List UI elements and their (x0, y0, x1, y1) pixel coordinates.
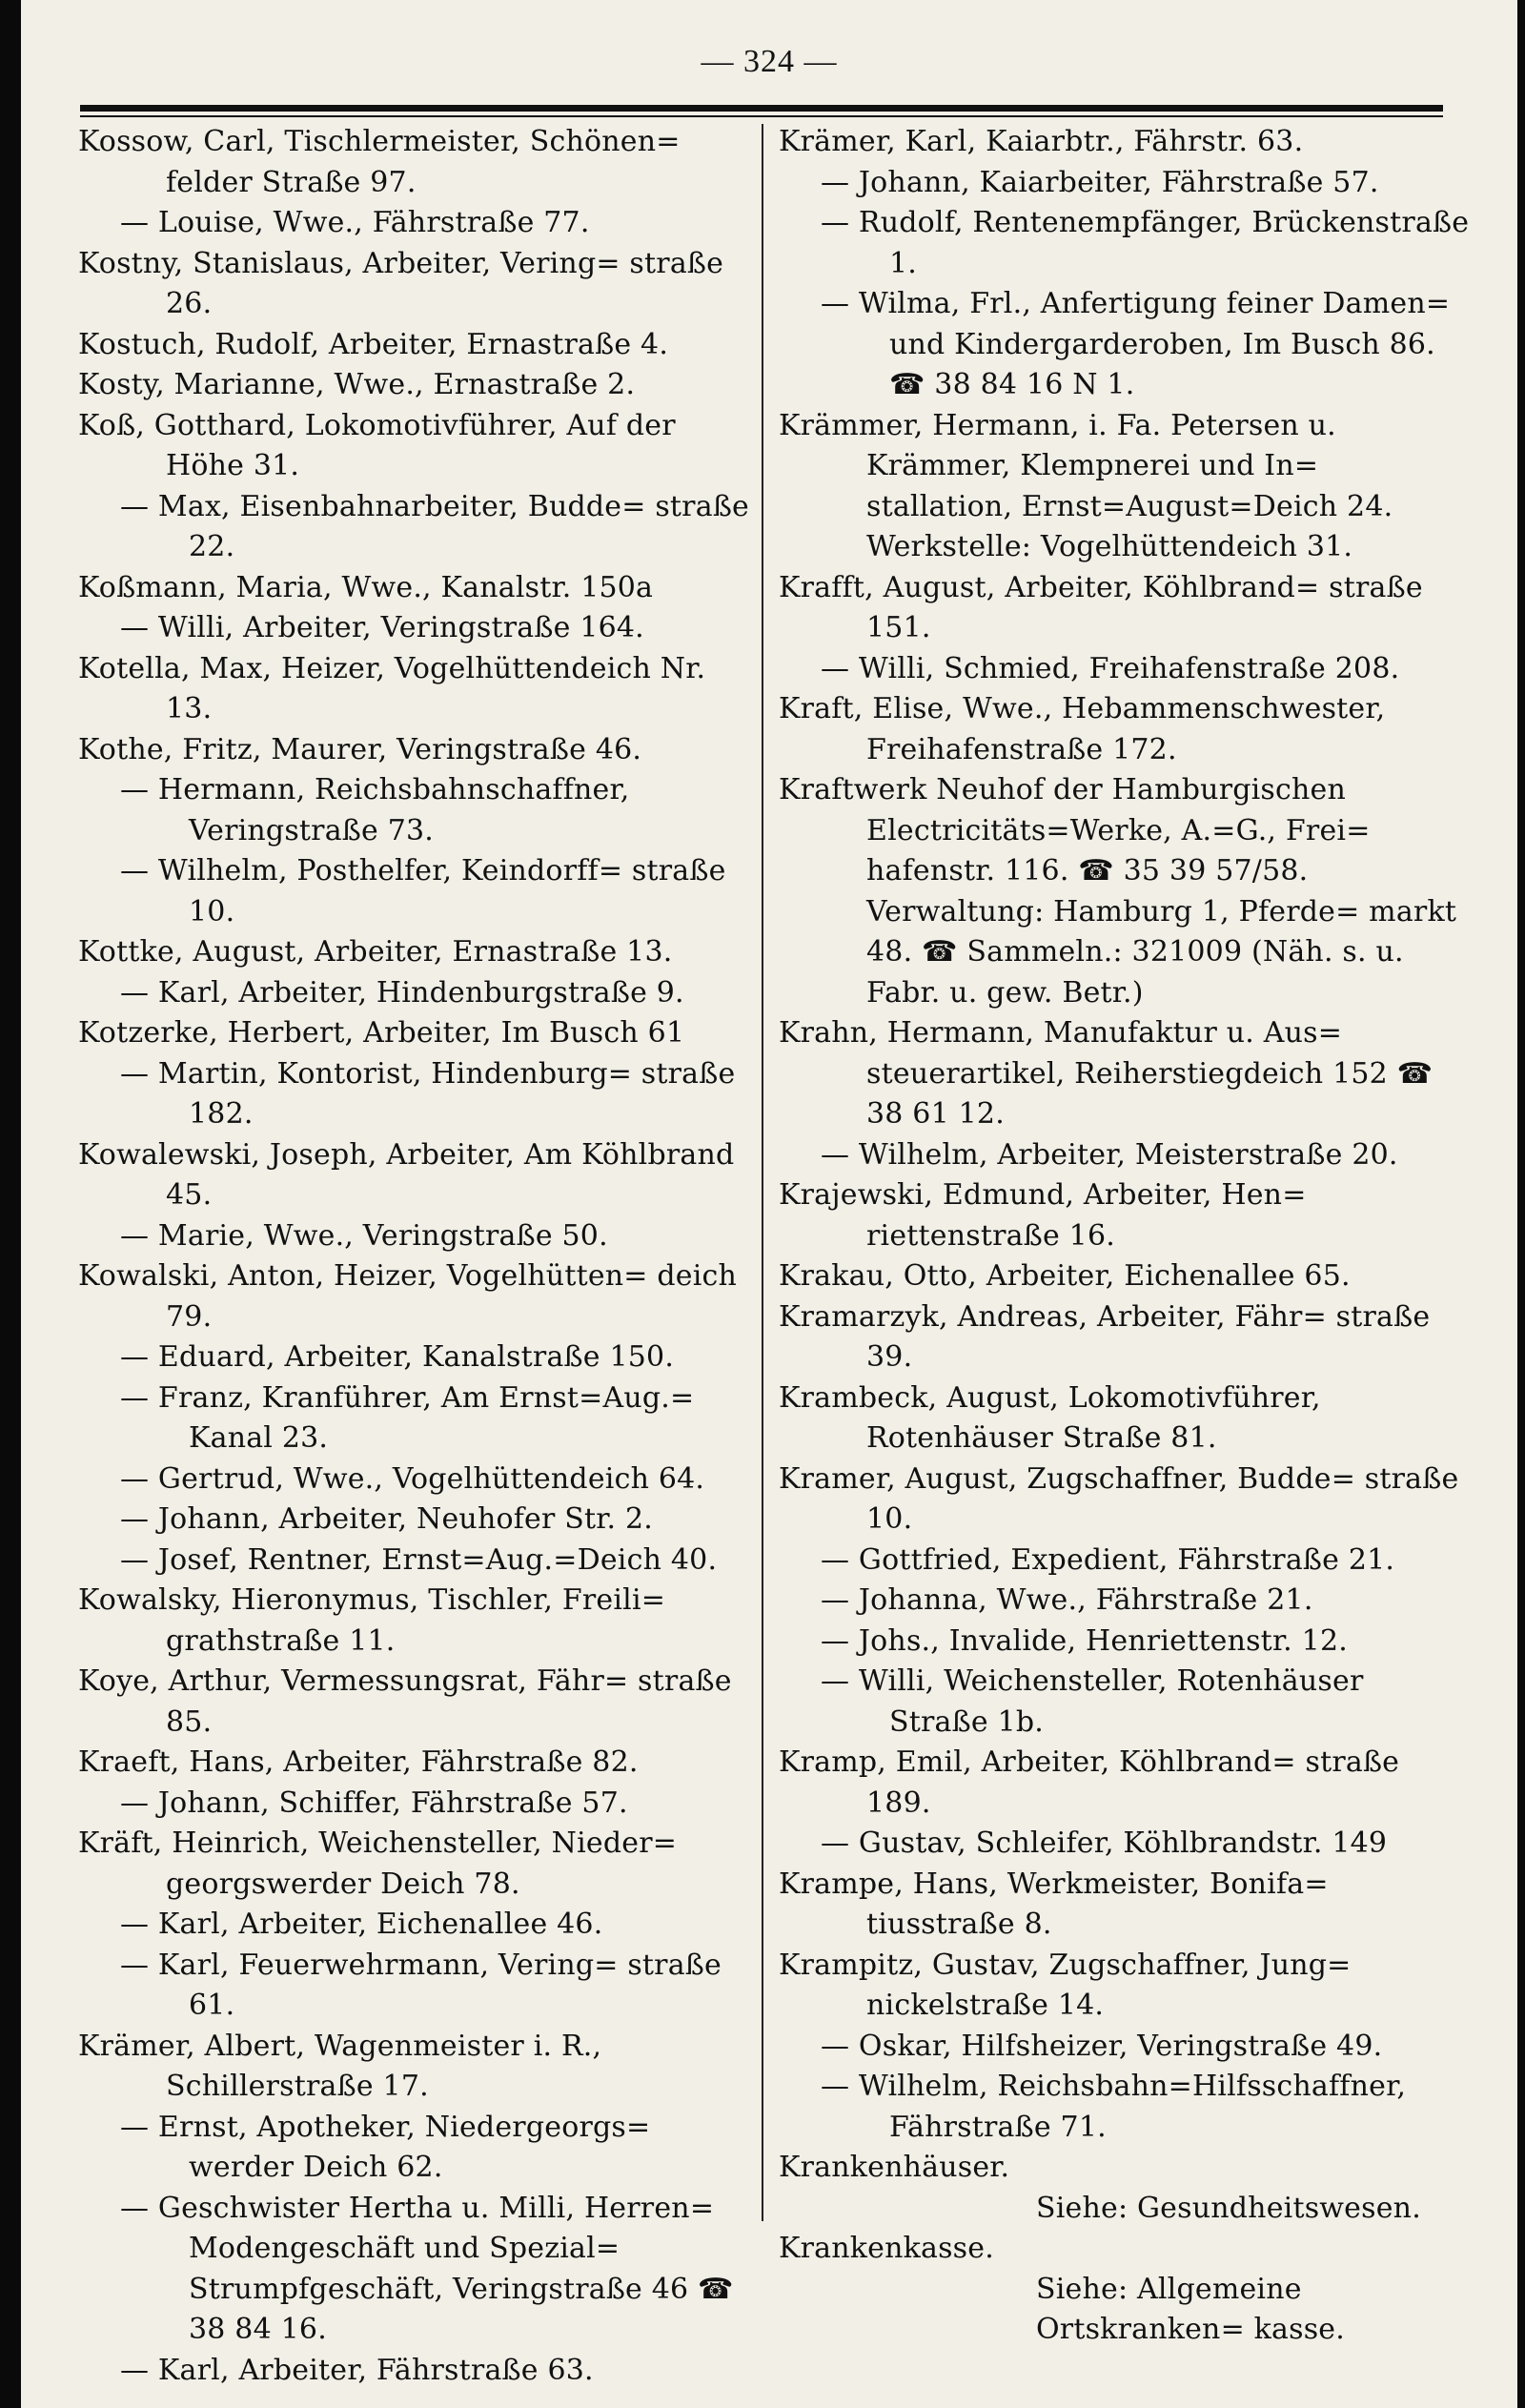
directory-entry (779, 203, 1470, 284)
entry-text: Kramp, Emil, Arbeiter, Köhlbrand= straße 189. (779, 1745, 1400, 1820)
entry-text: — Wilhelm, Reichsbahn=Hilfsschaffner, Fährstraße 71. (821, 2070, 1407, 2144)
directory-entry (78, 2108, 750, 2189)
see-reference: Siehe: Gesundheitswesen. (1036, 2191, 1421, 2225)
entry-text: — Louise, Wwe., Fährstraße 77. (120, 206, 590, 239)
directory-entry (779, 1013, 1470, 1135)
left-column (78, 122, 750, 2391)
directory-entry (779, 649, 1470, 690)
directory-entry (78, 487, 750, 568)
directory-entry (78, 1946, 750, 2027)
entry-text: — Eduard, Arbeiter, Kanalstraße 150. (120, 1340, 675, 1374)
directory-entry (779, 1865, 1470, 1946)
directory-entry (779, 1175, 1470, 1256)
directory-entry (779, 2067, 1470, 2148)
directory-entry (78, 1500, 750, 1541)
directory-entry (78, 2351, 750, 2392)
directory-entry (78, 122, 750, 203)
entry-text: Krämer, Karl, Kaiarbtr., Fährstr. 63. (779, 125, 1304, 158)
entry-text: — Geschwister Hertha u. Milli, Herren= Modengeschäft und Spezial= Strumpfgeschäft, Veringstraße 46 ☎ 38 84 16. (120, 2191, 734, 2346)
page-header (21, 36, 1517, 84)
entry-text: Krahn, Hermann, Manufaktur u. Aus= steuerartikel, Reiherstiegdeich 152 ☎ 38 61 12. (779, 1016, 1434, 1131)
directory-entry (779, 1256, 1470, 1297)
entry-text: — Franz, Kranführer, Am Ernst=Aug.= Kanal 23. (120, 1380, 695, 1455)
directory-entry (78, 730, 750, 771)
directory-entry (78, 1135, 750, 1216)
header-rule-thick (80, 105, 1443, 112)
directory-entry (78, 244, 750, 325)
right-column (779, 122, 1470, 2391)
entry-text: — Karl, Arbeiter, Eichenallee 46. (120, 1908, 603, 1941)
entry-text: — Karl, Arbeiter, Hindenburgstraße 9. (120, 975, 684, 1010)
entry-text: Kräft, Heinrich, Weichensteller, Nieder= georgswerder Deich 78. (78, 1826, 678, 1901)
directory-entry (78, 1054, 750, 1135)
directory-entry (779, 2229, 1470, 2351)
entry-text: — Wilhelm, Arbeiter, Meisterstraße 20. (821, 1137, 1398, 1172)
entry-text: — Johann, Arbeiter, Neuhofer Str. 2. (120, 1502, 654, 1536)
entry-text: — Johanna, Wwe., Fährstraße 21. (821, 1583, 1313, 1617)
entry-text: Kowalewski, Joseph, Arbeiter, Am Köhlbrand 45. (78, 1137, 735, 1212)
directory-entry (78, 406, 750, 487)
entry-text: — Oskar, Hilfsheizer, Veringstraße 49. (821, 2029, 1383, 2063)
entry-text: Kowalsky, Hieronymus, Tischler, Freili= grathstraße 11. (78, 1583, 666, 1658)
directory-entry (78, 1743, 750, 1784)
entry-text: — Rudolf, Rentenempfänger, Brückenstraße 1. (821, 206, 1470, 280)
directory-entry (78, 1378, 750, 1459)
entry-text: Kostny, Stanislaus, Arbeiter, Vering= straße 26. (78, 246, 724, 320)
entry-text: Kothe, Fritz, Maurer, Veringstraße 46. (78, 732, 642, 766)
entry-text: Krafft, August, Arbeiter, Köhlbrand= straße 151. (779, 570, 1423, 644)
entry-text: — Johann, Schiffer, Fährstraße 57. (120, 1786, 628, 1820)
entry-text: — Johann, Kaiarbeiter, Fährstraße 57. (821, 165, 1379, 199)
directory-page (21, 0, 1517, 2408)
directory-entry (779, 2027, 1470, 2068)
directory-entry (779, 1459, 1470, 1541)
directory-entry (78, 1905, 750, 1946)
directory-entry (78, 1541, 750, 1582)
entry-text: — Gustav, Schleifer, Köhlbrandstr. 149 (821, 1826, 1388, 1860)
directory-entry (779, 1824, 1470, 1865)
entry-text: — Ernst, Apotheker, Niedergeorgs= werder Deich 62. (120, 2110, 651, 2184)
entry-text: — Karl, Feuerwehrmann, Vering= straße 61. (120, 1948, 722, 2022)
entry-text: Koß, Gotthard, Lokomotivführer, Auf der Höhe 31. (78, 408, 676, 482)
entry-text: Kossow, Carl, Tischlermeister, Schönen= felder Straße 97. (78, 125, 681, 199)
directory-entry (78, 1662, 750, 1743)
directory-entry (78, 1824, 750, 1905)
directory-entry (78, 2027, 750, 2108)
directory-entry (78, 973, 750, 1014)
directory-entry (78, 365, 750, 406)
directory-entry (78, 851, 750, 932)
entry-text: Krajewski, Edmund, Arbeiter, Hen= riettenstraße 16. (779, 1178, 1307, 1253)
entry-text: Krämmer, Hermann, i. Fa. Petersen u. Krämmer, Klempnerei und In= stallation, Ernst=August=Deich 24. Werkstelle: Vogelhüttendeich 31. (779, 408, 1393, 563)
directory-entry (78, 1216, 750, 1257)
entry-text: Koßmann, Maria, Wwe., Kanalstr. 150a (78, 570, 654, 604)
entry-text: Krambeck, August, Lokomotivführer, Rotenhäuser Straße 81. (779, 1380, 1321, 1455)
entry-text: Krakau, Otto, Arbeiter, Eichenallee 65. (779, 1259, 1351, 1293)
directory-entry (78, 1013, 750, 1054)
page-number: — 324 — (701, 44, 838, 79)
directory-entry (779, 689, 1470, 770)
entry-text: — Willi, Schmied, Freihafenstraße 208. (821, 651, 1400, 685)
entry-text: Kowalski, Anton, Heizer, Vogelhütten= deich 79. (78, 1259, 738, 1334)
directory-entry (78, 1337, 750, 1378)
entry-text: Kraeft, Hans, Arbeiter, Fährstraße 82. (78, 1745, 639, 1779)
entry-text: — Wilma, Frl., Anfertigung feiner Damen= und Kindergarderoben, Im Busch 86. ☎ 38 84 16 N 1. (821, 287, 1451, 401)
directory-entry (78, 2189, 750, 2351)
directory-entry (78, 770, 750, 851)
directory-entry (779, 2148, 1470, 2229)
entry-text: — Karl, Arbeiter, Fährstraße 63. (120, 2353, 594, 2387)
entry-text: — Marie, Wwe., Veringstraße 50. (120, 1218, 608, 1253)
entry-text: Koye, Arthur, Vermessungsrat, Fähr= straße 85. (78, 1664, 732, 1739)
entry-text: Krankenkasse. (779, 2232, 994, 2265)
directory-entry (779, 406, 1470, 568)
entry-text: Kotzerke, Herbert, Arbeiter, Im Busch 61 (78, 1016, 685, 1050)
entry-text: — Johs., Invalide, Henriettenstr. 12. (821, 1623, 1348, 1658)
entry-text: Krankenhäuser. (779, 2151, 1010, 2184)
directory-entry (78, 1581, 750, 1662)
entry-text: — Willi, Arbeiter, Veringstraße 164. (120, 611, 644, 644)
directory-entry (78, 932, 750, 973)
column-divider (762, 124, 763, 2221)
entry-text: — Martin, Kontorist, Hindenburg= straße 182. (120, 1056, 736, 1131)
directory-entry (78, 203, 750, 244)
directory-entry (779, 284, 1470, 406)
directory-entry (779, 1743, 1470, 1824)
directory-entry (78, 325, 750, 366)
directory-entry (779, 1541, 1470, 1582)
see-reference: Siehe: Allgemeine Ortskranken= kasse. (1036, 2272, 1345, 2346)
entry-text: Kotella, Max, Heizer, Vogelhüttendeich Nr. 13. (78, 651, 706, 725)
entry-text: — Josef, Rentner, Ernst=Aug.=Deich 40. (120, 1542, 718, 1577)
entry-text: — Gertrud, Wwe., Vogelhüttendeich 64. (120, 1461, 705, 1496)
entry-text: — Gottfried, Expedient, Fährstraße 21. (821, 1542, 1395, 1577)
directory-entry (78, 1784, 750, 1825)
entry-text: — Willi, Weichensteller, Rotenhäuser Straße 1b. (821, 1664, 1364, 1739)
directory-entry (779, 1378, 1470, 1459)
entry-text: Kraft, Elise, Wwe., Hebammenschwester, Freihafenstraße 172. (779, 692, 1386, 766)
entry-text: — Hermann, Reichsbahnschaffner, Veringstraße 73. (120, 773, 630, 847)
entry-text: — Wilhelm, Posthelfer, Keindorff= straße 10. (120, 854, 726, 929)
directory-entry (779, 163, 1470, 204)
directory-entry (779, 1662, 1470, 1743)
directory-entry (779, 122, 1470, 163)
entry-text: Kottke, August, Arbeiter, Ernastraße 13. (78, 935, 673, 969)
directory-entry (779, 1946, 1470, 2027)
entry-text: Krämer, Albert, Wagenmeister i. R., Schillerstraße 17. (78, 2029, 602, 2103)
header-rule-thin (80, 115, 1443, 117)
entry-text: Krampe, Hans, Werkmeister, Bonifa= tiusstraße 8. (779, 1867, 1329, 1941)
directory-entry (78, 1256, 750, 1337)
directory-entry (78, 1459, 750, 1500)
entry-text: — Max, Eisenbahnarbeiter, Budde= straße 22. (120, 489, 750, 563)
directory-entry (78, 649, 750, 730)
entry-text: Kostuch, Rudolf, Arbeiter, Ernastraße 4. (78, 327, 669, 361)
entry-text: Kosty, Marianne, Wwe., Ernastraße 2. (78, 368, 636, 401)
entry-text: Kramer, August, Zugschaffner, Budde= straße 10. (779, 1461, 1459, 1536)
directory-entry (78, 608, 750, 649)
directory-entry (779, 1135, 1470, 1176)
entry-text: Kraftwerk Neuhof der Hamburgischen Electricitäts=Werke, A.=G., Frei= hafenstr. 116. ☎ 35 39 57/58. Verwaltung: Hamburg 1, Pferde= markt 48. ☎ Sammeln.: 321009 (Näh. s. u. Fabr. u. gew. Betr.) (779, 773, 1457, 1010)
directory-entry (779, 1622, 1470, 1663)
directory-entry (779, 1581, 1470, 1622)
directory-entry (779, 1297, 1470, 1378)
directory-entry (779, 770, 1470, 1013)
directory-entry (779, 568, 1470, 649)
directory-entry (78, 568, 750, 609)
entry-text: Kramarzyk, Andreas, Arbeiter, Fähr= straße 39. (779, 1299, 1431, 1374)
entry-text: Krampitz, Gustav, Zugschaffner, Jung= nickelstraße 14. (779, 1948, 1352, 2022)
